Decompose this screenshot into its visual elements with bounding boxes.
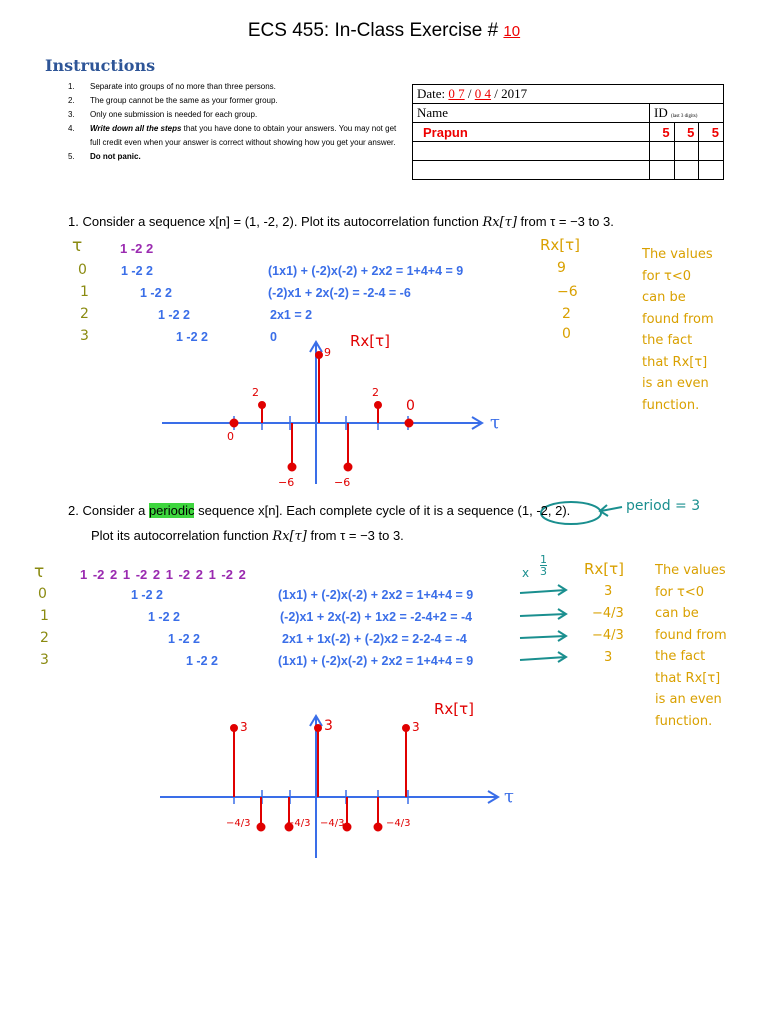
date-label: Date: xyxy=(417,86,449,101)
note-line: can be xyxy=(655,606,699,621)
q1-stem-point xyxy=(289,464,296,471)
note-line: function. xyxy=(655,713,713,729)
q2-tau-value: 1 xyxy=(40,608,49,624)
q2-calculation: (1x1) + (-2)x(-2) + 2x2 = 1+4+4 = 9 xyxy=(278,588,474,602)
exercise-number: 10 xyxy=(503,23,521,40)
q1-stem-point xyxy=(375,402,381,408)
q2-stem-point xyxy=(403,725,409,731)
item-text: The group cannot be the same as your former group. xyxy=(90,96,278,105)
q2-row-arrows xyxy=(520,585,566,662)
item-text: Only one submission is needed for each group. xyxy=(90,110,258,119)
item-rest-text: that you have done to obtain your answers. You may not get full credit even when your answer is correct without showing how you get your answer. xyxy=(90,124,397,147)
note-line: can be xyxy=(642,290,686,305)
q1-text-a: 1. Consider a sequence x[n] = (1, -2, 2). Plot its autocorrelation function xyxy=(68,214,479,229)
q2-stem-point xyxy=(375,824,382,831)
id-label: ID xyxy=(654,105,668,120)
q2-period-note: period = 3 xyxy=(626,498,701,514)
q1-stem-label: 0 xyxy=(406,398,415,414)
q2-stem-label: −4/3 xyxy=(226,818,251,829)
date-year: / 2017 xyxy=(494,86,528,101)
q2-shift-seq: 1 -2 2 xyxy=(168,632,200,646)
q2-side-note xyxy=(655,560,727,732)
q2-calculation: (-2)x1 + 2x(-2) + 1x2 = -2-4+2 = -4 xyxy=(280,610,473,624)
q2-text-a: 2. Consider a xyxy=(68,503,146,518)
q1-shift-seq: 1 -2 2 xyxy=(140,286,172,300)
q2-stem-label: −4/3 xyxy=(286,818,311,829)
q1-result: 9 xyxy=(557,260,566,276)
name-label: Name xyxy=(417,105,449,120)
q1-calculation: (1x1) + (-2)x(-2) + 2x2 = 1+4+4 = 9 xyxy=(268,264,464,278)
q2-prompt xyxy=(68,503,570,518)
q1-tau-value: 0 xyxy=(78,262,87,278)
q2-axis-label: τ xyxy=(504,786,514,807)
q2-highlight: periodic xyxy=(148,503,195,518)
q2-sequence-row: 1 -2 2 1 -2 2 1 -2 2 1 -2 2 xyxy=(80,567,246,582)
q1-calculation: 2x1 = 2 xyxy=(270,308,313,322)
name-field[interactable]: Prapun xyxy=(413,123,650,142)
date-cell[interactable]: Date: 0 7 / 0 4 / 2017 xyxy=(413,85,724,104)
q1-stem-point xyxy=(316,352,322,358)
q2-scale-fraction xyxy=(540,554,547,577)
q2-result: −4/3 xyxy=(592,606,624,621)
item-bold-text: Write down all the steps xyxy=(90,124,182,133)
note-line: The values xyxy=(655,563,726,578)
q2-result: −4/3 xyxy=(592,628,624,643)
q1-stem-point xyxy=(345,464,352,471)
q1-stem-label: 2 xyxy=(372,386,379,399)
q2-calculation: 2x1 + 1x(-2) + (-2)x2 = 2-2-4 = -4 xyxy=(282,632,467,646)
date-month: 0 7 xyxy=(448,86,465,101)
q1-tau-value: 2 xyxy=(80,306,89,322)
item-number: 4. xyxy=(68,124,75,133)
id-digit-1[interactable]: 5 xyxy=(650,123,675,142)
q2-plot-title: Rx[τ] xyxy=(434,700,475,718)
note-line: that Rx[τ] xyxy=(642,354,708,370)
note-line: for τ<0 xyxy=(655,584,704,600)
q1-rx-header: Rx[τ] xyxy=(540,236,581,254)
item-number: 1. xyxy=(68,82,75,91)
q2-stem-label: 3 xyxy=(412,720,420,734)
q1-stem-label: 2 xyxy=(252,386,259,399)
q1-stem-point xyxy=(231,420,238,427)
q1-plot-title: Rx[τ] xyxy=(350,332,391,350)
q1-result: −6 xyxy=(557,284,578,300)
fraction-den: 3 xyxy=(540,565,547,578)
q1-text-b: from τ = −3 to 3. xyxy=(520,214,614,229)
q2-result: 3 xyxy=(604,584,613,599)
item-number: 5. xyxy=(68,152,75,161)
q2-shift-seq: 1 -2 2 xyxy=(186,654,218,668)
q2-tau-value: 0 xyxy=(38,586,47,602)
q1-result: 2 xyxy=(562,306,571,322)
title-prefix: ECS 455: In-Class Exercise # xyxy=(247,20,504,41)
item-text: Separate into groups of no more than three persons. xyxy=(90,82,276,91)
q2-text-d: from τ = −3 to 3. xyxy=(310,528,404,543)
item-number: 2. xyxy=(68,96,75,105)
q2-stem-point xyxy=(231,725,237,731)
q1-stem-point xyxy=(259,402,265,408)
q1-shift-seq: 1 -2 2 xyxy=(176,330,208,344)
q2-stem-label: 3 xyxy=(324,718,333,734)
q2-text-b: sequence x[n]. Each complete cycle of it is a sequence xyxy=(198,503,514,518)
q1-result: 0 xyxy=(562,326,571,342)
note-line: function. xyxy=(642,397,700,413)
fraction-num: 1 xyxy=(540,553,547,566)
q2-stem-label: −4/3 xyxy=(386,818,411,829)
note-line: that Rx[τ] xyxy=(655,670,721,686)
note-line: The values xyxy=(642,247,713,262)
note-line: is an even xyxy=(642,376,709,391)
item-number: 3. xyxy=(68,110,75,119)
q2-shift-seq: 1 -2 2 xyxy=(148,610,180,624)
q1-tau-header: τ xyxy=(72,236,83,256)
q1-sequence: 1 -2 2 xyxy=(120,241,154,256)
item-bold-text: Do not panic. xyxy=(90,152,141,161)
q2-rx-symbol: Rx[τ] xyxy=(272,529,307,544)
q2-result: 3 xyxy=(604,650,613,665)
q1-shift-seq: 1 -2 2 xyxy=(158,308,190,322)
q2-stem-point xyxy=(315,725,321,731)
note-line: the fact xyxy=(655,649,706,664)
q1-stem-label: −6 xyxy=(334,476,351,489)
q2-prompt-line2 xyxy=(91,528,404,544)
note-line: the fact xyxy=(642,333,693,348)
q2-text-c: Plot its autocorrelation function xyxy=(91,528,269,543)
q2-stem-label: 3 xyxy=(240,720,248,734)
id-note: (last 3 digits) xyxy=(670,114,698,119)
q2-calculation: (1x1) + (-2)x(-2) + 2x2 = 1+4+4 = 9 xyxy=(278,654,474,668)
q1-tau-value: 1 xyxy=(80,284,89,300)
note-line: found from xyxy=(655,627,727,643)
q1-axis-label: τ xyxy=(490,412,500,433)
q1-stem-point xyxy=(406,420,413,427)
q1-shift-seq: 1 -2 2 xyxy=(121,264,153,278)
q1-calculation: (-2)x1 + 2x(-2) = -2-4 = -6 xyxy=(268,286,411,300)
q2-tau-value: 2 xyxy=(40,630,49,646)
q1-stem-label: 9 xyxy=(324,346,331,359)
q2-scale: x xyxy=(522,566,530,580)
note-line: found from xyxy=(642,311,714,327)
q2-sequence: (1, -2, 2). xyxy=(517,503,571,518)
q1-stem-label: −6 xyxy=(278,476,295,489)
q1-tau-value: 3 xyxy=(80,328,89,344)
q2-tau-value: 3 xyxy=(40,652,49,668)
q2-stem-point xyxy=(258,824,265,831)
q2-stem-label: −4/3 xyxy=(320,818,345,829)
q1-rx-symbol: Rx[τ] xyxy=(482,215,517,230)
note-line: for τ<0 xyxy=(642,268,691,284)
date-day: 0 4 xyxy=(474,86,492,101)
id-digit-2[interactable]: 5 xyxy=(674,123,699,142)
note-line: is an even xyxy=(655,692,722,707)
id-digit-3[interactable]: 5 xyxy=(699,123,724,142)
q2-rx-header: Rx[τ] xyxy=(584,560,625,578)
q1-calculation: 0 xyxy=(270,330,277,344)
instructions-heading: Instructions xyxy=(45,56,156,75)
q2-shift-seq: 1 -2 2 xyxy=(131,588,163,602)
q1-stem-label: 0 xyxy=(227,430,234,443)
q2-tau-header: τ xyxy=(34,562,45,582)
